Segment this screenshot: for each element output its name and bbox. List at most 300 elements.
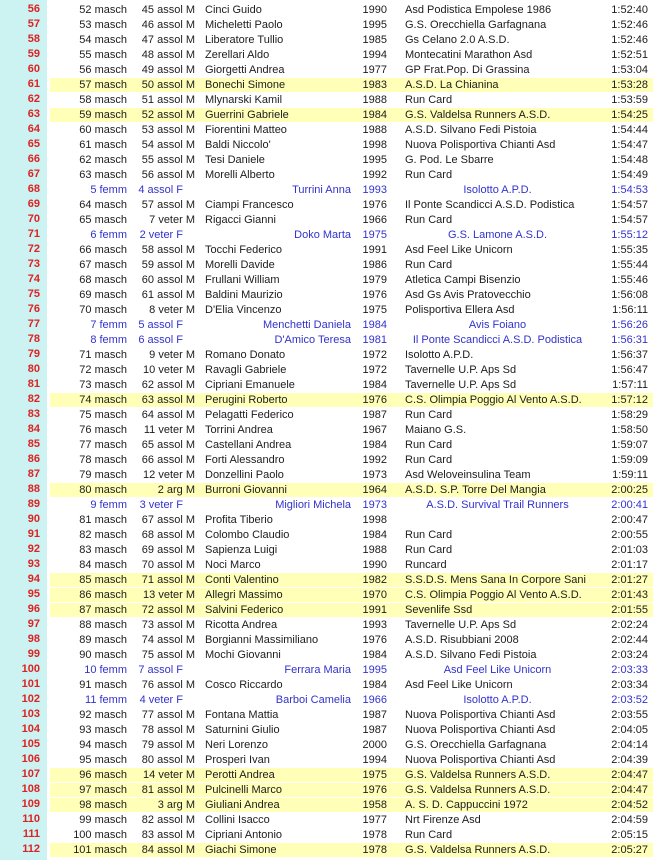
position-cell: 76 [27, 303, 40, 315]
birth-year-cell: 1966 [362, 694, 387, 706]
row-body [50, 228, 653, 242]
time-cell: 1:56:37 [611, 349, 648, 361]
team-cell: A.S.D. S.P. Torre Del Mangia [405, 484, 546, 496]
birth-year-cell: 1981 [362, 334, 387, 346]
absolute-position-cell: 9 veter M [149, 349, 195, 361]
position-cell: 97 [27, 618, 40, 630]
time-cell: 1:55:35 [611, 244, 648, 256]
absolute-position-cell: 72 assol M [141, 604, 195, 616]
team-cell: C.S. Olimpia Poggio Al Vento A.S.D. [405, 589, 582, 601]
athlete-name-cell: Cosco Riccardo [205, 679, 283, 691]
team-cell: A.S.D. Silvano Fedi Pistoia [405, 124, 537, 136]
row-body [50, 723, 653, 737]
team-cell: Runcard [405, 559, 447, 571]
absolute-position-cell: 47 assol M [141, 34, 195, 46]
table-row [0, 707, 653, 722]
birth-year-cell: 1978 [362, 844, 387, 856]
time-cell: 1:59:11 [612, 469, 648, 481]
table-row [0, 512, 653, 527]
category-position-cell: 69 masch [79, 289, 127, 301]
category-position-cell: 86 masch [79, 589, 127, 601]
athlete-name-cell: Profita Tiberio [205, 514, 273, 526]
team-cell: Nuova Polisportiva Chianti Asd [405, 754, 556, 766]
position-cell: 93 [27, 558, 40, 570]
category-position-cell: 61 masch [79, 139, 127, 151]
time-cell: 1:58:29 [611, 409, 648, 421]
position-cell: 63 [27, 108, 40, 120]
table-row [0, 302, 653, 317]
table-row [0, 197, 653, 212]
absolute-position-cell: 14 veter M [143, 769, 195, 781]
row-body [50, 78, 653, 92]
category-position-cell: 64 masch [79, 199, 127, 211]
birth-year-cell: 1988 [362, 94, 387, 106]
position-cell: 107 [21, 768, 40, 780]
time-cell: 1:52:46 [611, 34, 648, 46]
position-cell: 58 [27, 33, 40, 45]
birth-year-cell: 1984 [362, 439, 387, 451]
team-cell: Il Ponte Scandicci A.S.D. Podistica [405, 199, 575, 211]
team-cell: Atletica Campi Bisenzio [405, 274, 521, 286]
position-cell: 62 [27, 93, 40, 105]
birth-year-cell: 1987 [362, 709, 387, 721]
birth-year-cell: 1973 [362, 469, 387, 481]
team-cell: Tavernelle U.P. Aps Sd [405, 379, 517, 391]
athlete-name-cell: Ravagli Gabriele [205, 364, 287, 376]
athlete-name-cell: Borgianni Massimiliano [205, 634, 319, 646]
athlete-name-cell: Zerellari Aldo [205, 49, 270, 61]
birth-year-cell: 1990 [362, 4, 387, 16]
row-body [50, 123, 653, 137]
absolute-position-cell: 69 assol M [141, 544, 195, 556]
table-row [0, 827, 653, 842]
row-body [50, 138, 653, 152]
athlete-name-cell: Castellani Andrea [205, 439, 292, 451]
absolute-position-cell: 81 assol M [141, 784, 195, 796]
time-cell: 1:55:44 [611, 259, 648, 271]
table-row [0, 92, 653, 107]
team-cell [387, 513, 590, 527]
time-cell: 1:56:11 [612, 304, 648, 316]
absolute-position-cell: 10 veter M [143, 364, 195, 376]
position-cell: 71 [27, 228, 40, 240]
row-body [50, 738, 653, 752]
row-body [50, 48, 653, 62]
team-cell: G.S. Orecchiella Garfagnana [405, 739, 547, 751]
time-cell: 2:00:55 [611, 529, 648, 541]
birth-year-cell: 1984 [362, 319, 387, 331]
category-position-cell: 7 femm [90, 319, 127, 331]
category-position-cell: 76 masch [79, 424, 127, 436]
position-cell: 68 [27, 183, 40, 195]
position-cell: 64 [27, 123, 40, 135]
birth-year-cell: 1966 [362, 214, 387, 226]
row-body [50, 693, 653, 707]
athlete-name-cell: Donzellini Paolo [205, 469, 284, 481]
category-position-cell: 71 masch [79, 349, 127, 361]
team-cell: Montecatini Marathon Asd [405, 49, 533, 61]
athlete-name-cell: Cinci Guido [205, 4, 262, 16]
position-cell: 75 [27, 288, 40, 300]
birth-year-cell: 1992 [362, 169, 387, 181]
category-position-cell: 84 masch [79, 559, 127, 571]
row-body [50, 243, 653, 257]
absolute-position-cell: 65 assol M [141, 439, 195, 451]
absolute-position-cell: 78 assol M [141, 724, 195, 736]
absolute-position-cell: 74 assol M [141, 634, 195, 646]
birth-year-cell: 1985 [362, 34, 387, 46]
absolute-position-cell: 70 assol M [141, 559, 195, 571]
row-body [50, 333, 653, 347]
birth-year-cell: 1976 [362, 784, 387, 796]
position-cell: 96 [27, 603, 40, 615]
absolute-position-cell: 53 assol M [141, 124, 195, 136]
absolute-position-cell: 7 veter M [149, 214, 195, 226]
birth-year-cell: 1994 [362, 49, 387, 61]
absolute-position-cell: 56 assol M [141, 169, 195, 181]
absolute-position-cell: 50 assol M [141, 79, 195, 91]
team-cell: G.S. Valdelsa Runners A.S.D. [405, 769, 551, 781]
absolute-position-cell: 46 assol M [141, 19, 195, 31]
athlete-name-cell: Forti Alessandro [205, 454, 285, 466]
team-cell: Maiano G.S. [405, 424, 467, 436]
athlete-name-cell: Conti Valentino [205, 574, 279, 586]
table-row [0, 32, 653, 47]
absolute-position-cell: 62 assol M [141, 379, 195, 391]
table-row [0, 2, 653, 17]
absolute-position-cell: 11 veter M [143, 424, 195, 436]
absolute-position-cell: 49 assol M [141, 64, 195, 76]
time-cell: 1:56:47 [611, 364, 648, 376]
table-row [0, 182, 653, 197]
category-position-cell: 62 masch [79, 154, 127, 166]
row-body [50, 588, 653, 602]
row-body [50, 453, 653, 467]
row-body [50, 108, 653, 122]
position-cell: 109 [21, 798, 40, 810]
table-row [0, 452, 653, 467]
category-position-cell: 6 femm [90, 229, 127, 241]
birth-year-cell: 1964 [362, 484, 387, 496]
team-cell: G.S. Valdelsa Runners A.S.D. [405, 844, 551, 856]
time-cell: 2:04:59 [611, 814, 648, 826]
row-body [50, 798, 653, 812]
athlete-name-cell: Ciampi Francesco [205, 199, 294, 211]
position-cell: 101 [21, 678, 40, 690]
table-row [0, 227, 653, 242]
team-cell: Asd Weloveinsulina Team [405, 469, 531, 481]
table-row [0, 257, 653, 272]
category-position-cell: 63 masch [79, 169, 127, 181]
absolute-position-cell: 76 assol M [141, 679, 195, 691]
position-cell: 87 [27, 468, 40, 480]
row-body [50, 63, 653, 77]
position-cell: 66 [27, 153, 40, 165]
birth-year-cell: 1992 [362, 454, 387, 466]
position-cell: 104 [21, 723, 40, 735]
birth-year-cell: 1977 [362, 64, 387, 76]
team-cell: Run Card [405, 439, 453, 451]
absolute-position-cell: 66 assol M [141, 454, 195, 466]
table-row [0, 797, 653, 812]
table-row [0, 842, 653, 857]
athlete-name-cell: D'Amico Teresa [274, 334, 351, 346]
category-position-cell: 90 masch [79, 649, 127, 661]
category-position-cell: 73 masch [79, 379, 127, 391]
birth-year-cell: 1984 [362, 379, 387, 391]
birth-year-cell: 1978 [362, 829, 387, 841]
row-body [50, 393, 653, 407]
athlete-name-cell: Menchetti Daniela [262, 319, 351, 331]
team-cell: A.S.D. Risubbiani 2008 [405, 634, 519, 646]
table-row [0, 392, 653, 407]
athlete-name-cell: Turrini Anna [292, 184, 351, 196]
row-body [50, 813, 653, 827]
position-cell: 59 [27, 48, 40, 60]
time-cell: 2:04:39 [611, 754, 648, 766]
athlete-name-cell: Pulcinelli Marco [205, 784, 283, 796]
row-body [50, 468, 653, 482]
time-cell: 2:01:03 [611, 544, 648, 556]
position-cell: 86 [27, 453, 40, 465]
birth-year-cell: 1993 [362, 184, 387, 196]
table-row [0, 557, 653, 572]
athlete-name-cell: Ricotta Andrea [205, 619, 278, 631]
row-body [50, 288, 653, 302]
athlete-name-cell: Burroni Giovanni [205, 484, 287, 496]
birth-year-cell: 1995 [362, 19, 387, 31]
position-cell: 67 [27, 168, 40, 180]
athlete-name-cell: Baldini Maurizio [205, 289, 283, 301]
results-table [0, 2, 653, 857]
table-row [0, 62, 653, 77]
position-cell: 98 [27, 633, 40, 645]
row-body [50, 408, 653, 422]
birth-year-cell: 1995 [362, 664, 387, 676]
position-cell: 85 [27, 438, 40, 450]
birth-year-cell: 1976 [362, 199, 387, 211]
row-body [50, 498, 653, 512]
category-position-cell: 79 masch [79, 469, 127, 481]
athlete-name-cell: Giorgetti Andrea [205, 64, 285, 76]
athlete-name-cell: Salvini Federico [205, 604, 284, 616]
athlete-name-cell: Barboi Camelia [275, 694, 351, 706]
row-body [50, 483, 653, 497]
row-body [50, 18, 653, 32]
time-cell: 1:59:07 [611, 439, 648, 451]
position-cell: 83 [27, 408, 40, 420]
time-cell: 2:04:14 [611, 739, 648, 751]
absolute-position-cell: 80 assol M [141, 754, 195, 766]
time-cell: 1:53:28 [611, 79, 648, 91]
team-cell: Polisportiva Ellera Asd [405, 304, 515, 316]
category-position-cell: 96 masch [79, 769, 127, 781]
birth-year-cell: 1979 [362, 274, 387, 286]
absolute-position-cell: 2 veter F [139, 229, 183, 241]
birth-year-cell: 1987 [362, 724, 387, 736]
time-cell: 1:54:44 [611, 124, 648, 136]
athlete-name-cell: Migliori Michela [275, 499, 351, 511]
athlete-name-cell: Guerrini Gabriele [205, 109, 289, 121]
athlete-name-cell: Colombo Claudio [205, 529, 290, 541]
team-cell: Asd Feel Like Unicorn [405, 244, 513, 256]
position-cell: 88 [27, 483, 40, 495]
category-position-cell: 82 masch [79, 529, 127, 541]
absolute-position-cell: 12 veter M [143, 469, 195, 481]
position-cell: 78 [27, 333, 40, 345]
team-cell: Run Card [405, 169, 453, 181]
time-cell: 1:54:57 [611, 214, 648, 226]
table-row [0, 242, 653, 257]
category-position-cell: 91 masch [79, 679, 127, 691]
table-row [0, 167, 653, 182]
time-cell: 2:04:47 [611, 784, 648, 796]
category-position-cell: 75 masch [79, 409, 127, 421]
team-cell: G.S. Lamone A.S.D. [447, 229, 548, 241]
position-cell: 77 [27, 318, 40, 330]
athlete-name-cell: Noci Marco [205, 559, 261, 571]
time-cell: 1:54:53 [611, 184, 648, 196]
position-cell: 57 [27, 18, 40, 30]
athlete-name-cell: Bonechi Simone [205, 79, 286, 91]
athlete-name-cell: Doko Marta [294, 229, 351, 241]
absolute-position-cell: 60 assol M [141, 274, 195, 286]
athlete-name-cell: Collini Isacco [205, 814, 270, 826]
category-position-cell: 87 masch [79, 604, 127, 616]
birth-year-cell: 1976 [362, 289, 387, 301]
category-position-cell: 68 masch [79, 274, 127, 286]
row-body [50, 183, 653, 197]
time-cell: 2:01:55 [611, 604, 648, 616]
table-row [0, 692, 653, 707]
category-position-cell: 74 masch [79, 394, 127, 406]
position-cell: 90 [27, 513, 40, 525]
table-row [0, 407, 653, 422]
absolute-position-cell: 67 assol M [141, 514, 195, 526]
category-position-cell: 100 masch [73, 829, 127, 841]
table-row [0, 107, 653, 122]
category-position-cell: 101 masch [73, 844, 127, 856]
team-cell: Run Card [405, 259, 453, 271]
category-position-cell: 53 masch [79, 19, 127, 31]
position-cell: 92 [27, 543, 40, 555]
absolute-position-cell: 57 assol M [141, 199, 195, 211]
row-body [50, 708, 653, 722]
time-cell: 2:03:34 [611, 679, 648, 691]
table-row [0, 482, 653, 497]
team-cell: Nuova Polisportiva Chianti Asd [405, 139, 556, 151]
category-position-cell: 92 masch [79, 709, 127, 721]
row-body [50, 318, 653, 332]
time-cell: 2:03:55 [611, 709, 648, 721]
absolute-position-cell: 71 assol M [141, 574, 195, 586]
absolute-position-cell: 55 assol M [141, 154, 195, 166]
team-cell: Isolotto A.P.D. [405, 349, 474, 361]
time-cell: 2:01:17 [611, 559, 648, 571]
birth-year-cell: 1973 [362, 499, 387, 511]
absolute-position-cell: 6 assol F [138, 334, 183, 346]
team-cell: Run Card [405, 454, 453, 466]
position-cell: 95 [27, 588, 40, 600]
table-row [0, 47, 653, 62]
table-row [0, 137, 653, 152]
team-cell: Run Card [405, 544, 453, 556]
athlete-name-cell: Saturnini Giulio [205, 724, 280, 736]
athlete-name-cell: Mlynarski Kamil [205, 94, 283, 106]
time-cell: 2:00:25 [611, 484, 648, 496]
table-row [0, 527, 653, 542]
birth-year-cell: 1976 [362, 394, 387, 406]
row-body [50, 618, 653, 632]
team-cell: S.S.D.S. Mens Sana In Corpore Sani [405, 574, 586, 586]
birth-year-cell: 1983 [362, 79, 387, 91]
table-row [0, 602, 653, 617]
category-position-cell: 10 femm [84, 664, 127, 676]
table-row [0, 752, 653, 767]
category-position-cell: 99 masch [79, 814, 127, 826]
birth-year-cell: 1986 [362, 259, 387, 271]
category-position-cell: 94 masch [79, 739, 127, 751]
team-cell: GP Frat.Pop. Di Grassina [405, 64, 530, 76]
team-cell: Il Ponte Scandicci A.S.D. Podistica [412, 334, 583, 346]
time-cell: 2:03:24 [611, 649, 648, 661]
position-cell: 99 [27, 648, 40, 660]
time-cell: 1:56:26 [611, 319, 648, 331]
row-body [50, 93, 653, 107]
team-cell: Nuova Polisportiva Chianti Asd [405, 724, 556, 736]
row-body [50, 768, 653, 782]
time-cell: 1:53:04 [611, 64, 648, 76]
row-body [50, 423, 653, 437]
position-cell: 74 [27, 273, 40, 285]
position-cell: 84 [27, 423, 40, 435]
absolute-position-cell: 84 assol M [141, 844, 195, 856]
birth-year-cell: 1975 [362, 304, 387, 316]
time-cell: 2:04:52 [611, 799, 648, 811]
table-row [0, 152, 653, 167]
row-body [50, 753, 653, 767]
position-cell: 106 [21, 753, 40, 765]
row-body [50, 528, 653, 542]
absolute-position-cell: 52 assol M [141, 109, 195, 121]
athlete-name-cell: Romano Donato [205, 349, 286, 361]
category-position-cell: 93 masch [79, 724, 127, 736]
category-position-cell: 55 masch [79, 49, 127, 61]
absolute-position-cell: 13 veter M [143, 589, 195, 601]
absolute-position-cell: 61 assol M [141, 289, 195, 301]
category-position-cell: 98 masch [79, 799, 127, 811]
row-body [50, 603, 653, 617]
table-row [0, 617, 653, 632]
birth-year-cell: 1984 [362, 109, 387, 121]
athlete-name-cell: Rigacci Gianni [205, 214, 276, 226]
athlete-name-cell: Tocchi Federico [205, 244, 283, 256]
table-row [0, 662, 653, 677]
table-row [0, 632, 653, 647]
time-cell: 2:05:27 [611, 844, 648, 856]
category-position-cell: 77 masch [79, 439, 127, 451]
absolute-position-cell: 54 assol M [141, 139, 195, 151]
table-row [0, 677, 653, 692]
athlete-name-cell: Perugini Roberto [205, 394, 288, 406]
time-cell: 2:05:15 [611, 829, 648, 841]
table-row [0, 782, 653, 797]
team-cell: G.S. Orecchiella Garfagnana [405, 19, 547, 31]
absolute-position-cell: 79 assol M [141, 739, 195, 751]
row-body [50, 663, 653, 677]
time-cell: 1:54:48 [611, 154, 648, 166]
team-cell: Asd Feel Like Unicorn [443, 664, 552, 676]
